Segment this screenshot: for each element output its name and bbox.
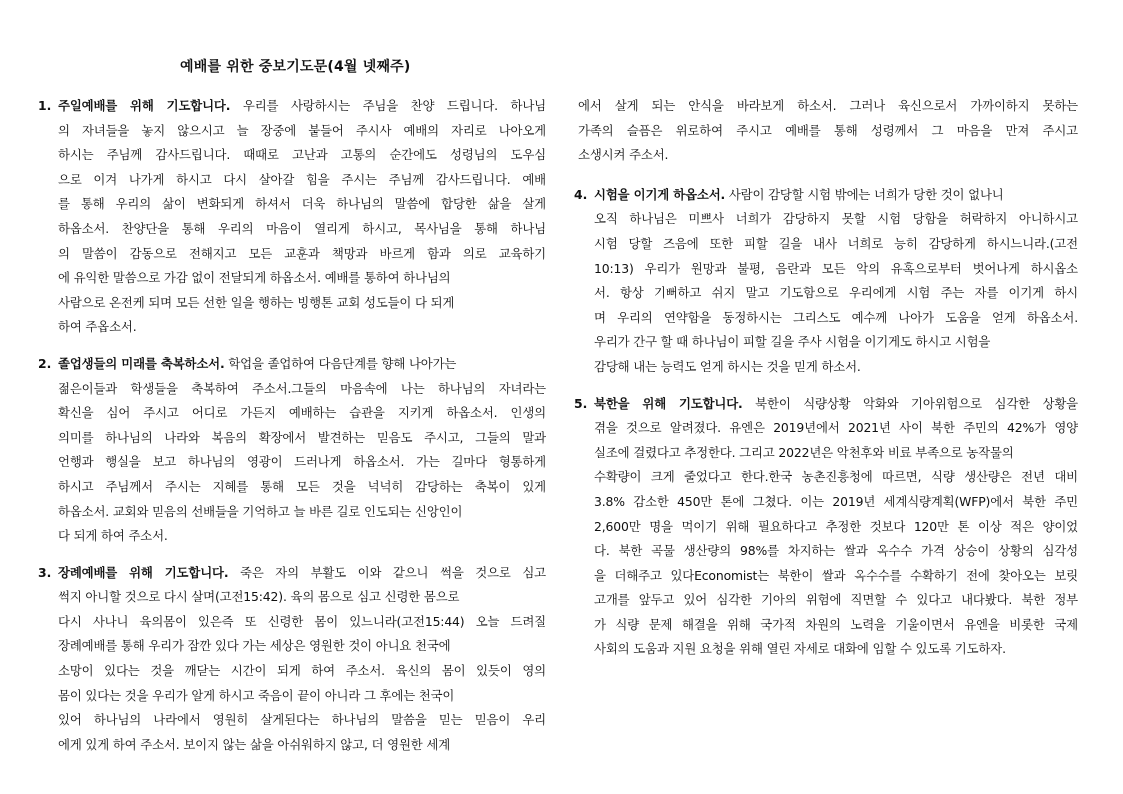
- prayer-item-5: [574, 392, 1078, 663]
- item-line: 사회의 도움과 지원 요청을 위해 열린 자세로 대화에 임할 수 있도록 기도하자.: [594, 641, 1006, 657]
- item-line: 언행과 행실을 보고 하나님의 영광이 드러나게 하옵소서. 가는 길마다 형통하게: [58, 454, 546, 470]
- item-line: 을 더해주고 있다Economist는 북한이 쌀과 옥수수를 수확하기 전에 찾아오는 보릿: [594, 567, 1078, 583]
- item-number: 5.: [574, 395, 588, 411]
- item-heading: 북한을 위해 기도합니다.: [594, 395, 743, 411]
- item-line: 시험 당할 즈음에 또한 피할 길을 내사 너희로 능히 감당하게 하시느니라.(고전: [594, 235, 1078, 251]
- item-line: 있어 하나님의 나라에서 영원히 살게된다는 하나님의 말씀을 믿는 믿음이 우리: [58, 712, 546, 728]
- item-line: 고개를 앞두고 있어 심각한 기아의 위험에 직면할 수 있다고 내다봤다. 북한 정부: [594, 592, 1078, 608]
- item-line: 하여 주옵소서.: [58, 319, 137, 335]
- item-line: 확신을 심어 주시고 어디로 가든지 예배하는 습관을 지키게 하옵소서. 인생의: [58, 405, 546, 421]
- item-number: 4.: [574, 186, 588, 202]
- item-line: 젊은이들과 학생들을 축복하여 주소서.그들의 마음속에 나는 하나님의 자녀라는: [58, 380, 546, 396]
- item-line: 에서 살게 되는 안식을 바라보게 하소서. 그러나 육신으로서 가까이하지 못하는: [578, 98, 1078, 113]
- item-line: 의 말씀이 감동으로 전해지고 모든 교훈과 책망과 바르게 함과 의로 교육하기: [58, 245, 546, 261]
- item-line: 주일예배를 위해 기도합니다. 우리를 사랑하시는 주님을 찬양 드립니다. 하나님: [58, 98, 546, 113]
- item-line: 서. 항상 기뻐하고 쉬지 말고 기도함으로 우리에게 시험 주는 자를 이기게 하시: [594, 285, 1078, 301]
- left-column: [38, 94, 546, 769]
- item-line: 가족의 슬픔은 위로하여 주시고 예배를 통해 성령께서 그 마음을 만져 주시고: [578, 122, 1078, 138]
- item-line: 3.8% 감소한 450만 톤에 그쳤다. 이는 2019년 세계식량계획(WFP)에서 북한 주민: [594, 493, 1078, 509]
- item-number: 1.: [38, 98, 52, 113]
- item-line: 시험을 이기게 하옵소서. 사람이 감당할 시험 밖에는 너희가 당한 것이 없나니: [594, 186, 1004, 202]
- prayer-item-2: [38, 352, 546, 549]
- item-heading: 주일예배를 위해 기도합니다.: [58, 98, 231, 113]
- prayer-item-1: [38, 94, 546, 340]
- item-line: 에게 있게 하여 주소서. 보이지 않는 삶을 아쉬워하지 않고, 더 영원한 세계: [58, 736, 451, 752]
- item-line: 다 되게 하여 주소서.: [58, 528, 168, 544]
- item-line: 오직 하나님은 미쁘사 너희가 감당하지 못할 시험 당함을 허락하지 아니하시고: [594, 211, 1078, 227]
- item-line: 하옵소서. 찬양단을 통해 우리의 마음이 열리게 하시고, 목사님을 통해 하나님: [58, 220, 546, 236]
- item-line: 의미를 하나님의 나라와 복음의 확장에서 발견하는 믿음도 주시고, 그들의 말과: [58, 429, 546, 445]
- item-line: 썩지 아니할 것으로 다시 살며(고전15:42). 육의 몸으로 심고 신령한 몸으로: [58, 589, 460, 605]
- item-line: 졸업생들의 미래를 축복하소서. 학업을 졸업하여 다음단계를 향해 나아가는: [58, 355, 457, 371]
- item-line: 감당해 내는 능력도 얻게 하시는 것을 믿게 하소서.: [594, 358, 861, 374]
- item-line: 10:13) 우리가 원망과 불평, 음란과 모든 악의 유혹으로부터 벗어나게 하시옵소: [594, 260, 1078, 276]
- item-line: 소망이 있다는 것을 깨닫는 시간이 되게 하여 주소서. 육신의 몸이 있듯이 영의: [58, 663, 546, 679]
- item-line: 북한을 위해 기도합니다. 북한이 식량상황 악화와 기아위험으로 심각한 상황을: [594, 395, 1078, 411]
- item-line: 다시 사나니 육의몸이 있은즉 또 신령한 몸이 있느니라(고전15:44) 오늘 드려질: [58, 613, 546, 629]
- item-line: 하시고 주님께서 주시는 지혜를 통해 모든 것을 넉넉히 감당하는 축복이 있게: [58, 478, 546, 494]
- item-line: 를 통해 우리의 삶이 변화되게 하셔서 더욱 하나님의 말씀에 합당한 삶을 살게: [58, 196, 546, 212]
- item-heading: 시험을 이기게 하옵소서.: [594, 186, 726, 202]
- item-heading: 장례예배를 위해 기도합니다.: [58, 564, 229, 580]
- item-line: 2,600만 명을 먹이기 위해 필요하다고 추정한 것보다 120만 톤 이상 적은 양이었: [594, 518, 1078, 534]
- item-line: 으로 이겨 나가게 하시고 다시 살아갈 힘을 주시는 주님께 감사드립니다. 예배: [58, 171, 546, 187]
- item-number: 3.: [38, 564, 52, 580]
- prayer-item-4: [574, 183, 1078, 380]
- item-line: 사람으로 온전케 되며 모든 선한 일을 행하는 빙행톤 교회 성도들이 다 되게: [58, 294, 455, 310]
- item-line: 가 식량 문제 해결을 위해 국가적 차원의 노력을 기울이면서 유엔을 비롯한 국제: [594, 616, 1078, 632]
- item-line: 실조에 걸렸다고 추정한다. 그리고 2022년은 악천후와 비료 부족으로 농작물의: [594, 444, 1014, 460]
- item-line: 소생시켜 주소서.: [578, 147, 669, 163]
- item-line: 하시는 주님께 감사드립니다. 때때로 고난과 고통의 순간에도 성령님의 도우심: [58, 147, 546, 163]
- item-line: 몸이 있다는 것을 우리가 알게 하시고 죽음이 끝이 아니라 그 후에는 천국이: [58, 687, 455, 703]
- prayer-item-3-continued: [574, 94, 1078, 168]
- item-line: 장례예배를 통해 우리가 잠깐 있다 가는 세상은 영원한 것이 아니요 천국에: [58, 638, 451, 654]
- item-line: 의 자녀들을 놓지 않으시고 늘 장중에 붙들어 주시사 예배의 자리로 나아오게: [58, 122, 546, 138]
- item-line: 우리가 간구 할 때 하나님이 피할 길을 주사 시험을 이기게도 하시고 시험을: [594, 334, 991, 350]
- item-line: 며 우리의 연약함을 동정하시는 그리스도 예수께 나아가 도움을 얻게 하옵소서.: [594, 309, 1078, 325]
- page-title: 예배를 위한 중보기도문(4월 넷째주): [180, 59, 411, 75]
- item-line: 수확량이 크게 줄었다고 한다.한국 농촌진흥청에 따르면, 식량 생산량은 전년 대비: [594, 469, 1078, 485]
- right-column: [574, 94, 1078, 674]
- prayer-item-3: [38, 561, 546, 758]
- item-line: 하옵소서. 교회와 믿음의 선배들을 기억하고 늘 바른 길로 인도되는 신앙인이: [58, 503, 463, 519]
- item-line: 장례예배를 위해 기도합니다. 죽은 자의 부활도 이와 같으니 썩을 것으로 심고: [58, 564, 546, 580]
- item-number: 2.: [38, 355, 52, 371]
- item-line: 에 유익한 말씀으로 가감 없이 전달되게 하옵소서. 예배를 통하여 하나님의: [58, 270, 451, 286]
- item-heading: 졸업생들의 미래를 축복하소서.: [58, 355, 225, 371]
- item-line: 다. 북한 곡물 생산량의 98%를 차지하는 쌀과 옥수수 가격 상승이 상황의 심각성: [594, 543, 1078, 559]
- item-line: 겪을 것으로 알려졌다. 유엔은 2019년에서 2021년 사이 북한 주민의 42%가 영양: [594, 420, 1078, 436]
